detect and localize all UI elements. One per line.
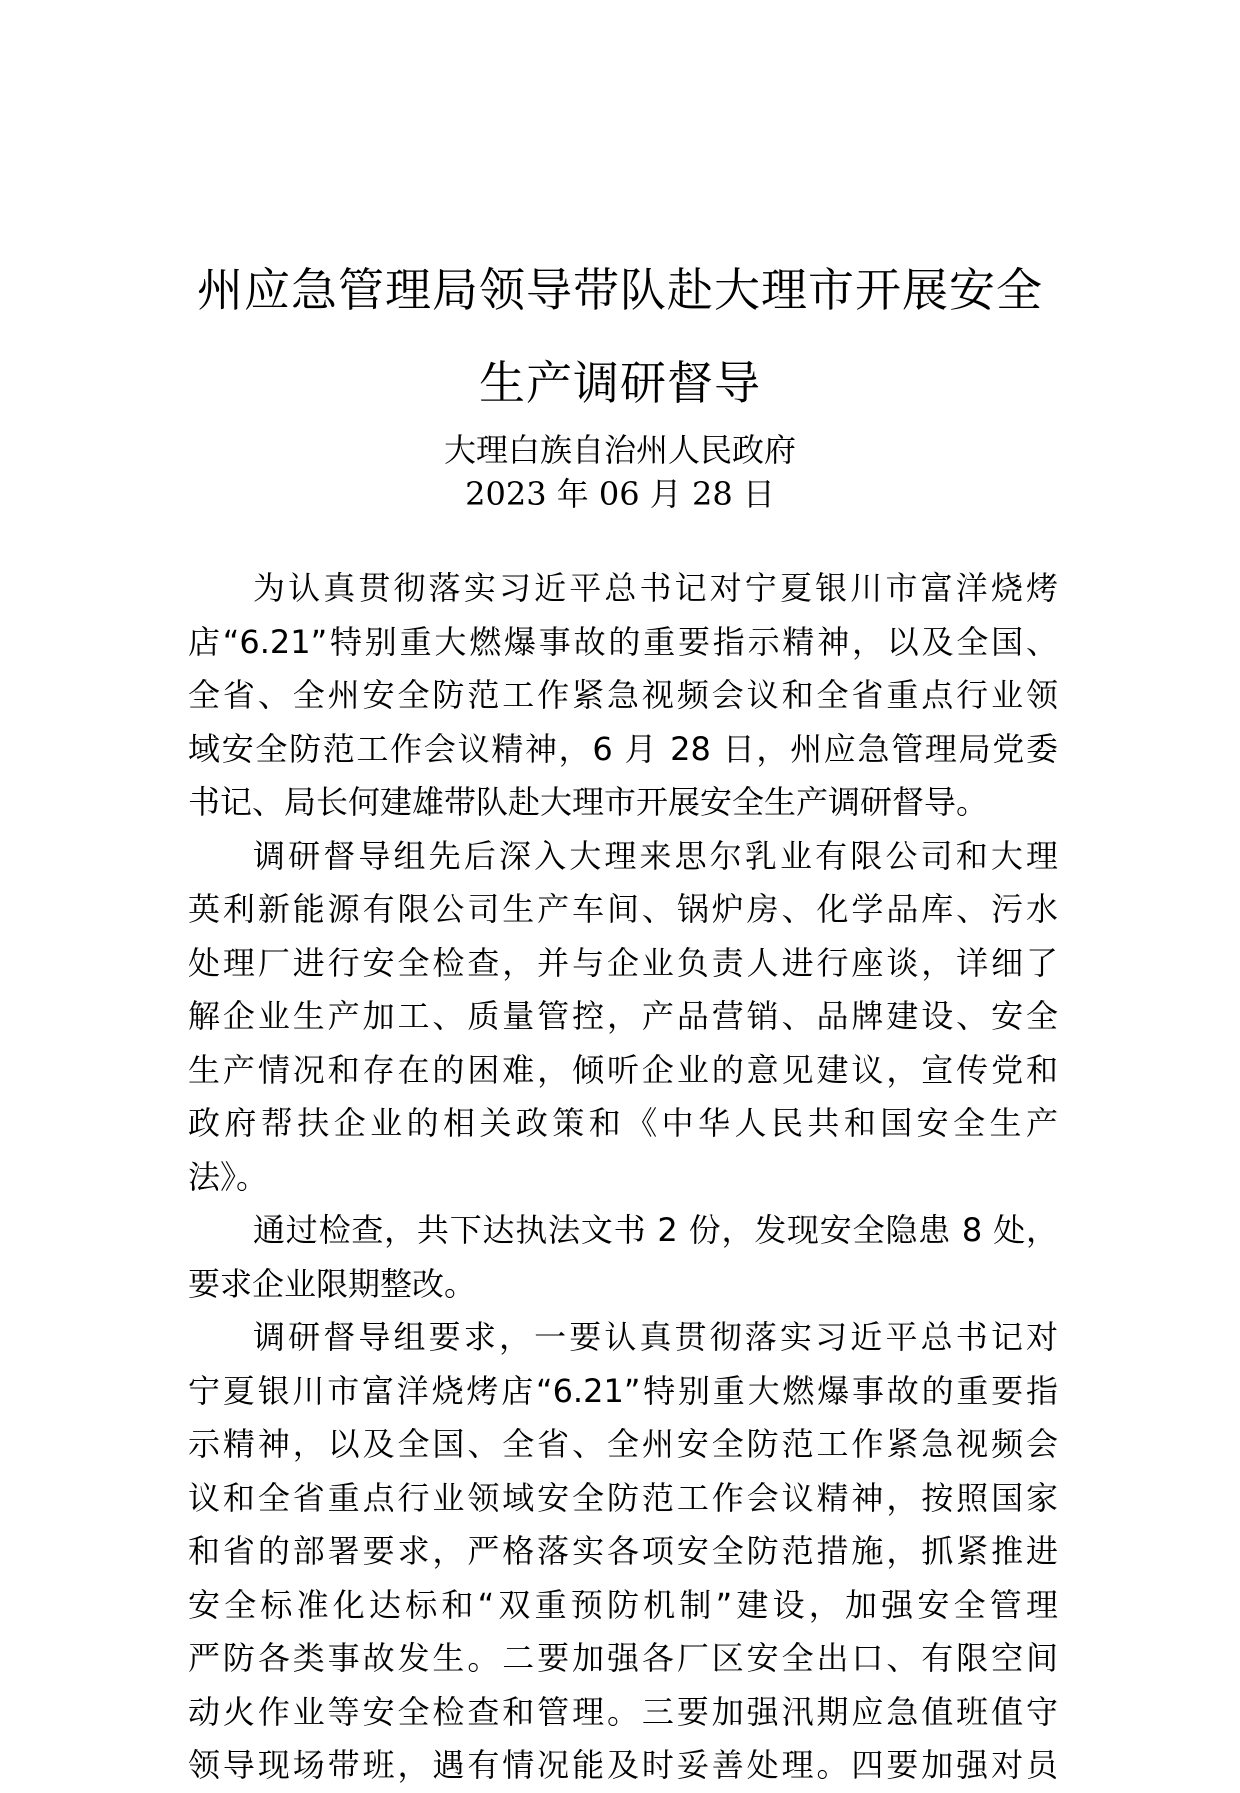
paragraph-4-line: 和省的部署要求，严格落实各项安全防范措施，抓紧推进: [188, 1532, 1058, 1570]
paragraph-4-line: 示精神，以及全国、全省、全州安全防范工作紧急视频会: [188, 1425, 1058, 1463]
publish-date: 2023 年 06 月 28 日: [465, 475, 775, 513]
paragraph-3-line: 通过检查，共下达执法文书 2 份，发现安全隐患 8 处，: [253, 1211, 1058, 1249]
article-body: [188, 562, 1058, 1793]
paragraph-4-line: 议和全省重点行业领域安全防范工作会议精神，按照国家: [188, 1478, 1058, 1517]
paragraph-1-line: 为认真贯彻落实习近平总书记对宁夏银川市富洋烧烤: [253, 569, 1058, 607]
paragraph-2-line: 生产情况和存在的困难，倾听企业的意见建议，宣传党和: [188, 1050, 1058, 1089]
paragraph-4-line: 领导现场带班，遇有情况能及时妥善处理。四要加强对员: [188, 1746, 1058, 1784]
paragraph-2-line: 政府帮扶企业的相关政策和《中华人民共和国安全生产: [188, 1104, 1058, 1142]
paragraph-1-line: 书记、局长何建雄带队赴大理市开展安全生产调研督导。: [188, 783, 989, 821]
paragraph-4-line: 严防各类事故发生。二要加强各厂区安全出口、有限空间: [188, 1639, 1058, 1677]
paragraph-4-line: 调研督导组要求，一要认真贯彻落实习近平总书记对: [253, 1318, 1058, 1356]
issuing-organization: 大理白族自治州人民政府: [443, 431, 796, 469]
document-title-line-1: 州应急管理局领导带队赴大理市开展安全: [197, 263, 1043, 317]
paragraph-3-line: 要求企业限期整改。: [188, 1264, 477, 1303]
document-title-line-2: 生产调研督导: [479, 356, 761, 410]
paragraph-1-line: 店“6.21”特别重大燃爆事故的重要指示精神，以及全国、: [188, 622, 1058, 661]
paragraph-1-line: 全省、全州安全防范工作紧急视频会议和全省重点行业领: [188, 676, 1058, 714]
paragraph-4-line: 动火作业等安全检查和管理。三要加强汛期应急值班值守: [188, 1692, 1058, 1731]
paragraph-2-line: 英利新能源有限公司生产车间、锅炉房、化学品库、污水: [188, 890, 1058, 928]
paragraph-2-line: 调研督导组先后深入大理来思尔乳业有限公司和大理: [253, 836, 1058, 875]
paragraph-2-line: 解企业生产加工、质量管控，产品营销、品牌建设、安全: [188, 997, 1058, 1035]
paragraph-2-line: 法》。: [188, 1157, 269, 1196]
paragraph-4-line: 宁夏银川市富洋烧烤店“6.21”特别重大燃爆事故的重要指: [188, 1371, 1058, 1410]
paragraph-4-line: 安全标准化达标和“双重预防机制”建设，加强安全管理: [188, 1585, 1058, 1624]
paragraph-2-line: 处理厂进行安全检查，并与企业负责人进行座谈，详细了: [188, 943, 1058, 982]
paragraph-1-line: 域安全防范工作会议精神，6 月 28 日，州应急管理局党委: [188, 729, 1058, 768]
